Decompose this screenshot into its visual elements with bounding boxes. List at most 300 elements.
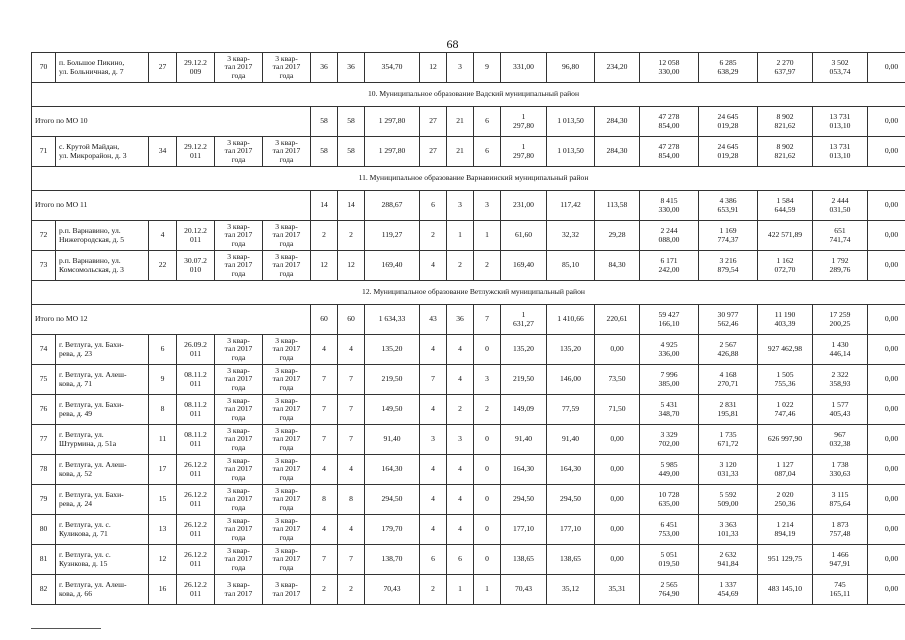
subtotal-label: Итого по МО 10 — [32, 107, 311, 137]
table-cell: 27 — [420, 137, 447, 167]
table-cell: 113,58 — [595, 191, 640, 221]
table-cell: 47 278 854,00 — [640, 137, 699, 167]
table-cell: 27 — [420, 107, 447, 137]
address-cell: п. Большое Пикино, ул. Больничная, д. 7 — [56, 53, 149, 83]
table-cell: 3 квар- тал 2017 года — [263, 365, 311, 395]
table-cell: 4 — [447, 515, 474, 545]
table-cell: 1 577 405,43 — [813, 395, 868, 425]
table-cell: 1 297,80 — [365, 107, 420, 137]
table-cell: 5 592 509,00 — [699, 485, 758, 515]
table-cell: 2 — [420, 575, 447, 605]
table-cell: 1 — [474, 221, 501, 251]
table-cell: 36 — [447, 305, 474, 335]
table-cell: 12 058 330,00 — [640, 53, 699, 83]
table-cell: 294,50 — [547, 485, 595, 515]
table-cell: 96,80 — [547, 53, 595, 83]
table-cell: 1 297,80 — [501, 137, 547, 167]
table-cell: 0 — [474, 335, 501, 365]
table-cell: 1 013,50 — [547, 137, 595, 167]
table-cell: 10 728 635,00 — [640, 485, 699, 515]
table-cell: 24 645 019,28 — [699, 107, 758, 137]
table-cell: 13 731 013,10 — [813, 107, 868, 137]
table-cell: 1 127 087,04 — [758, 455, 813, 485]
table-row — [32, 395, 905, 425]
table-cell: 1 169 774,37 — [699, 221, 758, 251]
table-cell: 6 451 753,00 — [640, 515, 699, 545]
table-row — [32, 137, 905, 167]
table-cell: 29.12.2 011 — [177, 137, 215, 167]
table-cell: 3 квар- тал 2017 года — [263, 455, 311, 485]
section-heading-row — [32, 167, 905, 191]
table-cell: 60 — [311, 305, 338, 335]
table-cell: 26.12.2 011 — [177, 455, 215, 485]
table-cell: 1 297,80 — [365, 137, 420, 167]
table-cell: 27 — [149, 53, 177, 83]
table-body — [32, 53, 905, 605]
table-cell: 4 — [420, 455, 447, 485]
table-cell: 71,50 — [595, 395, 640, 425]
table-row — [32, 53, 905, 83]
row-number: 76 — [32, 395, 56, 425]
table-cell: 7 — [338, 425, 365, 455]
table-cell: 43 — [420, 305, 447, 335]
table-cell: 0,00 — [868, 221, 905, 251]
table-cell: 21 — [447, 137, 474, 167]
table-cell: 8 902 821,62 — [758, 137, 813, 167]
subtotal-row — [32, 107, 905, 137]
table-cell: 3 квар- тал 2017 года — [263, 53, 311, 83]
table-cell: 1 738 330,63 — [813, 455, 868, 485]
table-cell: 1 022 747,46 — [758, 395, 813, 425]
table-cell: 4 — [311, 335, 338, 365]
table-cell: 1 162 072,70 — [758, 251, 813, 281]
table-cell: 32,32 — [547, 221, 595, 251]
table-cell: 0,00 — [868, 53, 905, 83]
table-cell: 3 квар- тал 2017 года — [263, 485, 311, 515]
table-cell: 967 032,38 — [813, 425, 868, 455]
table-cell: 2 444 031,50 — [813, 191, 868, 221]
table-cell: 3 квар- тал 2017 года — [215, 137, 263, 167]
table-row — [32, 251, 905, 281]
table-cell: 14 — [338, 191, 365, 221]
table-cell: 2 244 088,00 — [640, 221, 699, 251]
table-row — [32, 515, 905, 545]
address-cell: г. Ветлуга, ул. Штурмина, д. 51а — [56, 425, 149, 455]
table-cell: 6 285 638,29 — [699, 53, 758, 83]
table-cell: 1 013,50 — [547, 107, 595, 137]
section-heading: 12. Муниципальное образование Ветлужский муниципальный район — [32, 281, 905, 305]
table-cell: 8 — [338, 485, 365, 515]
table-cell: 14 — [311, 191, 338, 221]
table-cell: 0,00 — [868, 545, 905, 575]
table-cell: 3 квар- тал 2017 года — [215, 395, 263, 425]
table-cell: 7 — [338, 545, 365, 575]
table-cell: 4 — [420, 515, 447, 545]
table-cell: 4 — [311, 455, 338, 485]
address-cell: г. Ветлуга, ул. Бахи- рева, д. 24 — [56, 485, 149, 515]
table-cell: 3 квар- тал 2017 года — [263, 545, 311, 575]
table-cell: 12 — [420, 53, 447, 83]
row-number: 71 — [32, 137, 56, 167]
row-number: 70 — [32, 53, 56, 83]
table-cell: 91,40 — [365, 425, 420, 455]
table-cell: 3 502 053,74 — [813, 53, 868, 83]
table-cell: 7 — [311, 545, 338, 575]
table-cell: 1 466 947,91 — [813, 545, 868, 575]
table-cell: 2 — [474, 251, 501, 281]
table-cell: 21 — [447, 107, 474, 137]
row-number: 81 — [32, 545, 56, 575]
table-cell: 91,40 — [501, 425, 547, 455]
table-cell: 354,70 — [365, 53, 420, 83]
table-row — [32, 545, 905, 575]
table-cell: 3 329 702,00 — [640, 425, 699, 455]
table-cell: 3 квар- тал 2017 года — [215, 485, 263, 515]
table-cell: 0,00 — [595, 545, 640, 575]
row-number: 80 — [32, 515, 56, 545]
table-cell: 1 584 644,59 — [758, 191, 813, 221]
table-cell: 15 — [149, 485, 177, 515]
table-cell: 0,00 — [595, 455, 640, 485]
table-cell: 146,00 — [547, 365, 595, 395]
table-cell: 2 — [474, 395, 501, 425]
table-cell: 17 259 200,25 — [813, 305, 868, 335]
table-cell: 4 — [338, 335, 365, 365]
table-cell: 29,28 — [595, 221, 640, 251]
table-cell: 4 — [447, 485, 474, 515]
table-row — [32, 425, 905, 455]
table-cell: 4 — [420, 395, 447, 425]
table-cell: 59 427 166,10 — [640, 305, 699, 335]
address-cell: г. Ветлуга, ул. Бахи- рева, д. 49 — [56, 395, 149, 425]
table-cell: 8 415 330,00 — [640, 191, 699, 221]
table-cell: 0,00 — [868, 425, 905, 455]
table-cell: 3 квар- тал 2017 — [263, 575, 311, 605]
table-cell: 35,12 — [547, 575, 595, 605]
subtotal-row — [32, 305, 905, 335]
table-cell: 3 квар- тал 2017 года — [215, 425, 263, 455]
table-cell: 288,67 — [365, 191, 420, 221]
table-cell: 85,10 — [547, 251, 595, 281]
table-cell: 3 квар- тал 2017 года — [263, 137, 311, 167]
table-cell: 169,40 — [365, 251, 420, 281]
table-cell: 0,00 — [868, 137, 905, 167]
table-cell: 30 977 562,46 — [699, 305, 758, 335]
table-cell: 0,00 — [595, 515, 640, 545]
table-cell: 0 — [474, 485, 501, 515]
table-cell: 30.07.2 010 — [177, 251, 215, 281]
table-cell: 0,00 — [595, 485, 640, 515]
table-cell: 3 квар- тал 2017 года — [215, 545, 263, 575]
table-cell: 7 — [311, 425, 338, 455]
table-cell: 135,20 — [501, 335, 547, 365]
table-cell: 164,30 — [547, 455, 595, 485]
table-cell: 1 410,66 — [547, 305, 595, 335]
table-cell: 177,10 — [501, 515, 547, 545]
table-cell: 3 квар- тал 2017 года — [215, 221, 263, 251]
table-cell: 2 — [420, 221, 447, 251]
table-cell: 3 квар- тал 2017 года — [215, 335, 263, 365]
table-cell: 58 — [311, 107, 338, 137]
table-cell: 3 квар- тал 2017 года — [215, 455, 263, 485]
table-cell: 0,00 — [868, 191, 905, 221]
table-cell: 2 831 195,81 — [699, 395, 758, 425]
table-cell: 4 — [420, 251, 447, 281]
table-cell: 4 — [447, 455, 474, 485]
table-cell: 3 — [447, 191, 474, 221]
table-cell: 4 168 270,71 — [699, 365, 758, 395]
table-cell: 9 — [149, 365, 177, 395]
address-cell: г. Ветлуга, ул. с. Кузнкова, д. 15 — [56, 545, 149, 575]
table-cell: 2 020 250,36 — [758, 485, 813, 515]
section-heading-row — [32, 281, 905, 305]
table-cell: 2 — [338, 221, 365, 251]
table-cell: 58 — [311, 137, 338, 167]
housing-program-table — [31, 52, 905, 605]
table-cell: 1 — [447, 221, 474, 251]
row-number: 77 — [32, 425, 56, 455]
table-cell: 651 741,74 — [813, 221, 868, 251]
section-heading: 11. Муниципальное образование Варнавинский муниципальный район — [32, 167, 905, 191]
table-cell: 1 214 894,19 — [758, 515, 813, 545]
table-cell: 0,00 — [868, 515, 905, 545]
table-cell: 3 363 101,33 — [699, 515, 758, 545]
row-number: 78 — [32, 455, 56, 485]
footnote-divider — [31, 628, 101, 629]
table-cell: 4 — [420, 335, 447, 365]
table-cell: 483 145,10 — [758, 575, 813, 605]
table-cell: 3 115 875,64 — [813, 485, 868, 515]
table-cell: 3 квар- тал 2017 года — [263, 425, 311, 455]
table-cell: 26.12.2 011 — [177, 575, 215, 605]
table-cell: 1 792 289,76 — [813, 251, 868, 281]
table-cell: 47 278 854,00 — [640, 107, 699, 137]
table-cell: 135,20 — [365, 335, 420, 365]
table-cell: 08.11.2 011 — [177, 365, 215, 395]
table-cell: 0 — [474, 545, 501, 575]
table-row — [32, 335, 905, 365]
table-cell: 5 051 019,50 — [640, 545, 699, 575]
row-number: 72 — [32, 221, 56, 251]
table-cell: 3 120 031,33 — [699, 455, 758, 485]
table-cell: 84,30 — [595, 251, 640, 281]
table-cell: 284,30 — [595, 107, 640, 137]
table-cell: 7 — [420, 365, 447, 395]
table-cell: 1 634,33 — [365, 305, 420, 335]
table-cell: 951 129,75 — [758, 545, 813, 575]
address-cell: с. Крутой Майдан, ул. Микрорайон, д. 3 — [56, 137, 149, 167]
table-cell: 119,27 — [365, 221, 420, 251]
table-cell: 2 322 358,93 — [813, 365, 868, 395]
table-cell: 12 — [149, 545, 177, 575]
subtotal-row — [32, 191, 905, 221]
table-cell: 6 — [420, 191, 447, 221]
table-cell: 36 — [311, 53, 338, 83]
table-cell: 2 — [447, 395, 474, 425]
table-cell: 231,00 — [501, 191, 547, 221]
address-cell: г. Ветлуга, ул. Алеш- кова, д. 71 — [56, 365, 149, 395]
table-cell: 70,43 — [501, 575, 547, 605]
table-cell: 13 731 013,10 — [813, 137, 868, 167]
table-cell: 1 337 454,69 — [699, 575, 758, 605]
table-cell: 5 431 348,70 — [640, 395, 699, 425]
table-cell: 138,65 — [547, 545, 595, 575]
table-cell: 26.12.2 011 — [177, 515, 215, 545]
table-cell: 8 — [311, 485, 338, 515]
table-cell: 1 873 757,48 — [813, 515, 868, 545]
table-cell: 1 430 446,14 — [813, 335, 868, 365]
table-cell: 4 — [447, 335, 474, 365]
address-cell: р.п. Варнавино, ул. Нижегородская, д. 5 — [56, 221, 149, 251]
table-cell: 294,50 — [501, 485, 547, 515]
table-cell: 2 — [447, 251, 474, 281]
table-cell: 3 — [447, 425, 474, 455]
table-cell: 3 квар- тал 2017 года — [263, 395, 311, 425]
table-cell: 29.12.2 009 — [177, 53, 215, 83]
table-cell: 745 165,11 — [813, 575, 868, 605]
table-cell: 0,00 — [868, 575, 905, 605]
table-cell: 3 квар- тал 2017 года — [263, 515, 311, 545]
table-cell: 4 — [338, 455, 365, 485]
table-row — [32, 455, 905, 485]
table-cell: 1 — [474, 575, 501, 605]
table-cell: 284,30 — [595, 137, 640, 167]
table-cell: 3 квар- тал 2017 года — [215, 365, 263, 395]
table-cell: 220,61 — [595, 305, 640, 335]
subtotal-label: Итого по МО 11 — [32, 191, 311, 221]
table-cell: 0 — [474, 455, 501, 485]
table-cell: 3 квар- тал 2017 — [215, 575, 263, 605]
table-cell: 294,50 — [365, 485, 420, 515]
table-cell: 4 386 653,91 — [699, 191, 758, 221]
address-cell: г. Ветлуга, ул. Алеш- кова, д. 66 — [56, 575, 149, 605]
table-cell: 3 квар- тал 2017 года — [215, 53, 263, 83]
table-cell: 36 — [338, 53, 365, 83]
table-cell: 0,00 — [595, 335, 640, 365]
table-cell: 11 190 403,39 — [758, 305, 813, 335]
table-cell: 22 — [149, 251, 177, 281]
table-cell: 331,00 — [501, 53, 547, 83]
table-cell: 6 — [420, 545, 447, 575]
table-cell: 3 квар- тал 2017 года — [215, 251, 263, 281]
row-number: 75 — [32, 365, 56, 395]
table-cell: 135,20 — [547, 335, 595, 365]
table-cell: 164,30 — [365, 455, 420, 485]
table-cell: 08.11.2 011 — [177, 395, 215, 425]
table-cell: 179,70 — [365, 515, 420, 545]
table-cell: 73,50 — [595, 365, 640, 395]
table-cell: 26.12.2 011 — [177, 485, 215, 515]
table-cell: 0,00 — [868, 365, 905, 395]
row-number: 74 — [32, 335, 56, 365]
table-cell: 0,00 — [868, 251, 905, 281]
table-cell: 1 297,80 — [501, 107, 547, 137]
table-cell: 219,50 — [365, 365, 420, 395]
table-cell: 0,00 — [868, 305, 905, 335]
section-heading-row — [32, 83, 905, 107]
table-cell: 35,31 — [595, 575, 640, 605]
table-cell: 7 — [474, 305, 501, 335]
table-cell: 138,70 — [365, 545, 420, 575]
table-cell: 7 — [311, 365, 338, 395]
table-cell: 24 645 019,28 — [699, 137, 758, 167]
table-cell: 0 — [474, 515, 501, 545]
subtotal-label: Итого по МО 12 — [32, 305, 311, 335]
table-cell: 7 — [338, 395, 365, 425]
table-cell: 26.09.2 011 — [177, 335, 215, 365]
section-heading: 10. Муниципальное образование Вадский муниципальный район — [32, 83, 905, 107]
table-cell: 3 — [447, 53, 474, 83]
table-cell: 13 — [149, 515, 177, 545]
table-cell: 164,30 — [501, 455, 547, 485]
table-cell: 61,60 — [501, 221, 547, 251]
table-cell: 626 997,90 — [758, 425, 813, 455]
table-cell: 58 — [338, 107, 365, 137]
table-cell: 0,00 — [868, 485, 905, 515]
table-cell: 927 462,98 — [758, 335, 813, 365]
table-cell: 2 567 426,88 — [699, 335, 758, 365]
table-cell: 3 квар- тал 2017 года — [263, 335, 311, 365]
table-cell: 8 902 821,62 — [758, 107, 813, 137]
table-cell: 149,09 — [501, 395, 547, 425]
table-cell: 177,10 — [547, 515, 595, 545]
table-cell: 1 — [447, 575, 474, 605]
row-number: 82 — [32, 575, 56, 605]
table-row — [32, 365, 905, 395]
table-row — [32, 221, 905, 251]
table-cell: 4 — [338, 515, 365, 545]
table-cell: 0,00 — [868, 335, 905, 365]
address-cell: г. Ветлуга, ул. Бахи- рева, д. 23 — [56, 335, 149, 365]
table-cell: 60 — [338, 305, 365, 335]
address-cell: р.п. Варнавино, ул. Комсомольская, д. 3 — [56, 251, 149, 281]
page-number: 68 — [446, 37, 459, 51]
table-cell: 16 — [149, 575, 177, 605]
table-cell: 6 171 242,00 — [640, 251, 699, 281]
table-cell: 6 — [474, 137, 501, 167]
table-cell: 7 — [311, 395, 338, 425]
table-cell: 17 — [149, 455, 177, 485]
table-cell: 3 216 879,54 — [699, 251, 758, 281]
row-number: 73 — [32, 251, 56, 281]
table-cell: 2 — [338, 575, 365, 605]
table-cell: 7 — [338, 365, 365, 395]
table-cell: 1 505 755,36 — [758, 365, 813, 395]
table-cell: 138,65 — [501, 545, 547, 575]
table-cell: 0,00 — [595, 425, 640, 455]
table-cell: 11 — [149, 425, 177, 455]
address-cell: г. Ветлуга, ул. с. Куликова, д. 71 — [56, 515, 149, 545]
table-cell: 0,00 — [868, 395, 905, 425]
table-cell: 4 — [149, 221, 177, 251]
table-cell: 3 квар- тал 2017 года — [263, 251, 311, 281]
table-cell: 3 — [420, 425, 447, 455]
table-cell: 6 — [149, 335, 177, 365]
table-cell: 77,59 — [547, 395, 595, 425]
table-cell: 6 — [447, 545, 474, 575]
table-cell: 169,40 — [501, 251, 547, 281]
table-cell: 0,00 — [868, 107, 905, 137]
table-row — [32, 485, 905, 515]
table-cell: 2 565 764,90 — [640, 575, 699, 605]
row-number: 79 — [32, 485, 56, 515]
table-cell: 9 — [474, 53, 501, 83]
table-cell: 149,50 — [365, 395, 420, 425]
table-cell: 0,00 — [868, 455, 905, 485]
table-cell: 12 — [311, 251, 338, 281]
table-cell: 12 — [338, 251, 365, 281]
table-cell: 70,43 — [365, 575, 420, 605]
